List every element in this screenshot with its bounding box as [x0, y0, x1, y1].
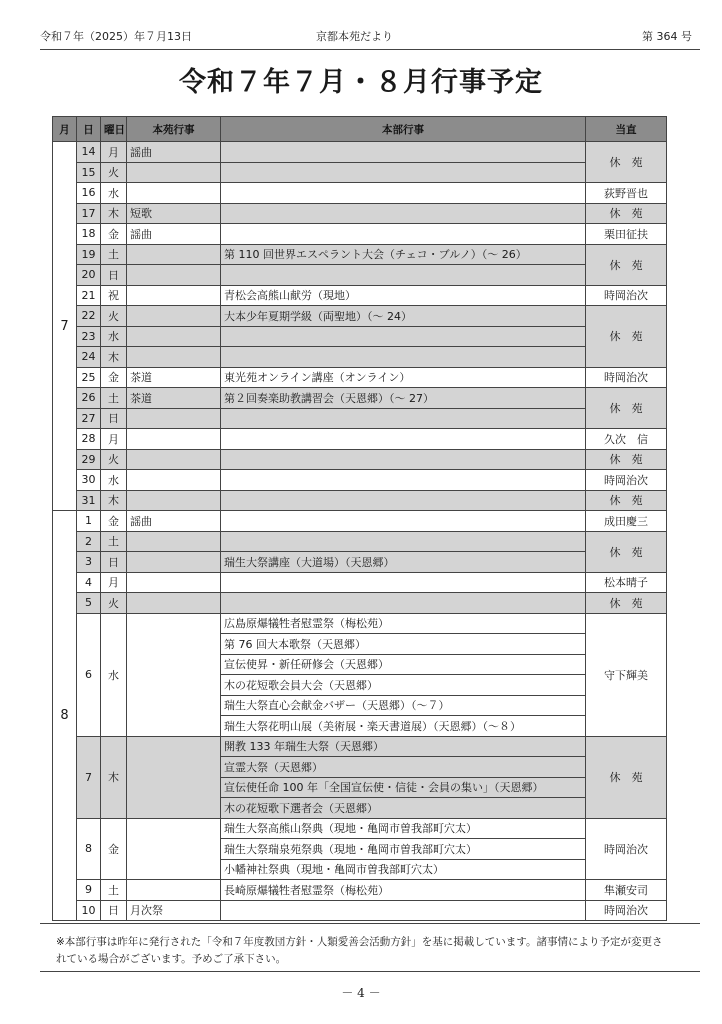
day-cell: 2 [77, 531, 101, 552]
table-row [53, 900, 667, 921]
branch-event-cell: 謡曲 [127, 224, 221, 245]
day-cell: 17 [77, 203, 101, 224]
col-branch-events: 本苑行事 [127, 117, 221, 142]
duty-cell: 栗田征扶 [586, 224, 667, 245]
branch-event-cell [127, 613, 221, 736]
table-header-row [53, 117, 667, 142]
weekday-cell: 水 [101, 326, 127, 347]
issue-date: 令和７年（2025）年７月13日 [40, 30, 192, 43]
month-cell: 7 [53, 142, 77, 511]
duty-cell: 時岡治次 [586, 367, 667, 388]
col-day: 日 [77, 117, 101, 142]
branch-event-cell [127, 326, 221, 347]
weekday-cell: 木 [101, 736, 127, 818]
hq-event-cell [221, 572, 586, 593]
weekday-cell: 木 [101, 490, 127, 511]
hq-event-cell [221, 490, 586, 511]
table-row [53, 470, 667, 491]
table-row [53, 347, 667, 368]
table-row [53, 490, 667, 511]
weekday-cell: 土 [101, 531, 127, 552]
day-cell: 10 [77, 900, 101, 921]
duty-cell: 時岡治次 [586, 285, 667, 306]
hq-event-cell: 瑞生大祭瑞泉苑祭典（現地・亀岡市曽我部町穴太） [221, 839, 586, 860]
day-cell: 24 [77, 347, 101, 368]
branch-event-cell [127, 347, 221, 368]
weekday-cell: 土 [101, 880, 127, 901]
day-cell: 4 [77, 572, 101, 593]
hq-event-cell: 木の花短歌会員大会（天恩郷） [221, 675, 586, 696]
branch-event-cell [127, 593, 221, 614]
branch-event-cell [127, 470, 221, 491]
hq-event-cell: 小幡神社祭典（現地・亀岡市曽我部町穴太） [221, 859, 586, 880]
hq-event-cell [221, 449, 586, 470]
table-row [53, 552, 667, 573]
duty-cell: 休 苑 [586, 203, 667, 224]
branch-event-cell [127, 490, 221, 511]
table-row [53, 285, 667, 306]
table-row [53, 142, 667, 163]
hq-event-cell: 宣伝使任命 100 年「全国宣伝使・信徒・会員の集い」（天恩郷） [221, 777, 586, 798]
weekday-cell: 土 [101, 244, 127, 265]
hq-event-cell: 瑞生大祭高熊山祭典（現地・亀岡市曽我部町穴太） [221, 818, 586, 839]
day-cell: 7 [77, 736, 101, 818]
table-row [53, 388, 667, 409]
branch-event-cell: 月次祭 [127, 900, 221, 921]
table-row [53, 326, 667, 347]
table-row [53, 224, 667, 245]
page-header [40, 28, 700, 48]
col-duty: 当直 [586, 117, 667, 142]
hq-event-cell: 広島原爆犠牲者慰霊祭（梅松苑） [221, 613, 586, 634]
weekday-cell: 木 [101, 203, 127, 224]
table-row [53, 203, 667, 224]
day-cell: 26 [77, 388, 101, 409]
duty-cell: 松本晴子 [586, 572, 667, 593]
header-rule [40, 49, 700, 50]
day-cell: 30 [77, 470, 101, 491]
day-cell: 20 [77, 265, 101, 286]
branch-event-cell [127, 572, 221, 593]
weekday-cell: 金 [101, 367, 127, 388]
hq-event-cell: 大本少年夏期学級（両聖地）（～ 24） [221, 306, 586, 327]
table-row [53, 511, 667, 532]
weekday-cell: 木 [101, 347, 127, 368]
day-cell: 16 [77, 183, 101, 204]
hq-event-cell [221, 900, 586, 921]
day-cell: 28 [77, 429, 101, 450]
table-row [53, 162, 667, 183]
hq-event-cell [221, 531, 586, 552]
table-row [53, 613, 667, 634]
day-cell: 3 [77, 552, 101, 573]
table-row [53, 736, 667, 757]
branch-event-cell [127, 736, 221, 818]
weekday-cell: 水 [101, 613, 127, 736]
hq-event-cell: 木の花短歌下選者会（天恩郷） [221, 798, 586, 819]
table-row [53, 306, 667, 327]
branch-event-cell: 茶道 [127, 367, 221, 388]
hq-event-cell [221, 203, 586, 224]
col-month: 月 [53, 117, 77, 142]
day-cell: 9 [77, 880, 101, 901]
branch-event-cell [127, 818, 221, 880]
duty-cell: 休 苑 [586, 306, 667, 368]
weekday-cell: 水 [101, 183, 127, 204]
duty-cell: 休 苑 [586, 244, 667, 285]
hq-event-cell: 宣霊大祭（天恩郷） [221, 757, 586, 778]
weekday-cell: 月 [101, 572, 127, 593]
hq-event-cell [221, 265, 586, 286]
branch-event-cell [127, 306, 221, 327]
branch-event-cell: 謡曲 [127, 142, 221, 163]
table-row [53, 449, 667, 470]
weekday-cell: 月 [101, 142, 127, 163]
branch-event-cell [127, 531, 221, 552]
hq-event-cell: 開教 133 年瑞生大祭（天恩郷） [221, 736, 586, 757]
issue-number: 第 364 号 [642, 30, 692, 43]
table-row [53, 265, 667, 286]
duty-cell: 休 苑 [586, 736, 667, 818]
hq-event-cell [221, 224, 586, 245]
day-cell: 29 [77, 449, 101, 470]
day-cell: 5 [77, 593, 101, 614]
weekday-cell: 月 [101, 429, 127, 450]
duty-cell: 休 苑 [586, 142, 667, 183]
weekday-cell: 水 [101, 470, 127, 491]
footer-rule [40, 971, 700, 972]
weekday-cell: 祝 [101, 285, 127, 306]
branch-event-cell [127, 244, 221, 265]
hq-event-cell [221, 470, 586, 491]
table-row [53, 183, 667, 204]
day-cell: 25 [77, 367, 101, 388]
duty-cell: 時岡治次 [586, 818, 667, 880]
hq-event-cell: 瑞生大祭花明山展（美術展・楽天書道展）（天恩郷）（～８） [221, 716, 586, 737]
branch-event-cell [127, 265, 221, 286]
hq-event-cell [221, 142, 586, 163]
weekday-cell: 日 [101, 552, 127, 573]
branch-event-cell: 謡曲 [127, 511, 221, 532]
weekday-cell: 日 [101, 900, 127, 921]
hq-event-cell [221, 429, 586, 450]
duty-cell: 休 苑 [586, 593, 667, 614]
hq-event-cell: 青松会高熊山献労（現地） [221, 285, 586, 306]
day-cell: 22 [77, 306, 101, 327]
newsletter-name: 京都本苑だより [316, 30, 393, 43]
hq-event-cell [221, 593, 586, 614]
hq-event-cell [221, 183, 586, 204]
table-row [53, 531, 667, 552]
day-cell: 23 [77, 326, 101, 347]
weekday-cell: 金 [101, 224, 127, 245]
weekday-cell: 日 [101, 408, 127, 429]
table-bottom-rule [40, 923, 700, 924]
hq-event-cell: 瑞生大祭講座（大道場）（天恩郷） [221, 552, 586, 573]
day-cell: 21 [77, 285, 101, 306]
weekday-cell: 金 [101, 511, 127, 532]
day-cell: 14 [77, 142, 101, 163]
branch-event-cell [127, 183, 221, 204]
day-cell: 6 [77, 613, 101, 736]
duty-cell: 守下輝美 [586, 613, 667, 736]
duty-cell: 荻野晋也 [586, 183, 667, 204]
table-row [53, 408, 667, 429]
table-row [53, 244, 667, 265]
day-cell: 15 [77, 162, 101, 183]
hq-event-cell: 宣伝使昇・新任研修会（天恩郷） [221, 654, 586, 675]
table-row [53, 880, 667, 901]
footnote: ※本部行事は昨年に発行された「令和７年度教団方針・人類愛善会活動方針」を基に掲載しています。諸事情により予定が変更されている場合がございます。予めご了承下さい。 [56, 936, 663, 965]
branch-event-cell [127, 285, 221, 306]
table-row [53, 367, 667, 388]
duty-cell: 久次 信 [586, 429, 667, 450]
hq-event-cell: 第 110 回世界エスペラント大会（チェコ・ブルノ）（～ 26） [221, 244, 586, 265]
hq-event-cell: 瑞生大祭直心会献金バザー（天恩郷）（～７） [221, 695, 586, 716]
hq-event-cell [221, 326, 586, 347]
page-title: 令和７年７月・８月行事予定 [179, 67, 543, 98]
schedule-table [52, 116, 667, 921]
weekday-cell: 火 [101, 449, 127, 470]
duty-cell: 休 苑 [586, 490, 667, 511]
branch-event-cell: 茶道 [127, 388, 221, 409]
hq-event-cell [221, 408, 586, 429]
col-hq-events: 本部行事 [221, 117, 586, 142]
page-number: － 4 － [341, 986, 381, 1000]
weekday-cell: 火 [101, 593, 127, 614]
duty-cell: 時岡治次 [586, 470, 667, 491]
table-row [53, 429, 667, 450]
hq-event-cell [221, 162, 586, 183]
hq-event-cell [221, 347, 586, 368]
day-cell: 8 [77, 818, 101, 880]
branch-event-cell [127, 408, 221, 429]
branch-event-cell [127, 880, 221, 901]
duty-cell: 休 苑 [586, 388, 667, 429]
table-row [53, 593, 667, 614]
day-cell: 19 [77, 244, 101, 265]
col-weekday: 曜日 [101, 117, 127, 142]
branch-event-cell [127, 162, 221, 183]
duty-cell: 時岡治次 [586, 900, 667, 921]
month-cell: 8 [53, 511, 77, 921]
duty-cell: 成田慶三 [586, 511, 667, 532]
day-cell: 1 [77, 511, 101, 532]
weekday-cell: 金 [101, 818, 127, 880]
branch-event-cell [127, 449, 221, 470]
duty-cell: 休 苑 [586, 531, 667, 572]
hq-event-cell: 長崎原爆犠牲者慰霊祭（梅松苑） [221, 880, 586, 901]
duty-cell: 隼瀬安司 [586, 880, 667, 901]
table-row [53, 818, 667, 839]
weekday-cell: 土 [101, 388, 127, 409]
branch-event-cell: 短歌 [127, 203, 221, 224]
day-cell: 31 [77, 490, 101, 511]
hq-event-cell: 第 76 回大本歌祭（天恩郷） [221, 634, 586, 655]
weekday-cell: 火 [101, 306, 127, 327]
branch-event-cell [127, 552, 221, 573]
branch-event-cell [127, 429, 221, 450]
duty-cell: 休 苑 [586, 449, 667, 470]
day-cell: 18 [77, 224, 101, 245]
weekday-cell: 日 [101, 265, 127, 286]
hq-event-cell: 東光苑オンライン講座（オンライン） [221, 367, 586, 388]
hq-event-cell [221, 511, 586, 532]
weekday-cell: 火 [101, 162, 127, 183]
day-cell: 27 [77, 408, 101, 429]
table-row [53, 572, 667, 593]
hq-event-cell: 第２回奏楽助教講習会（天恩郷）（～ 27） [221, 388, 586, 409]
